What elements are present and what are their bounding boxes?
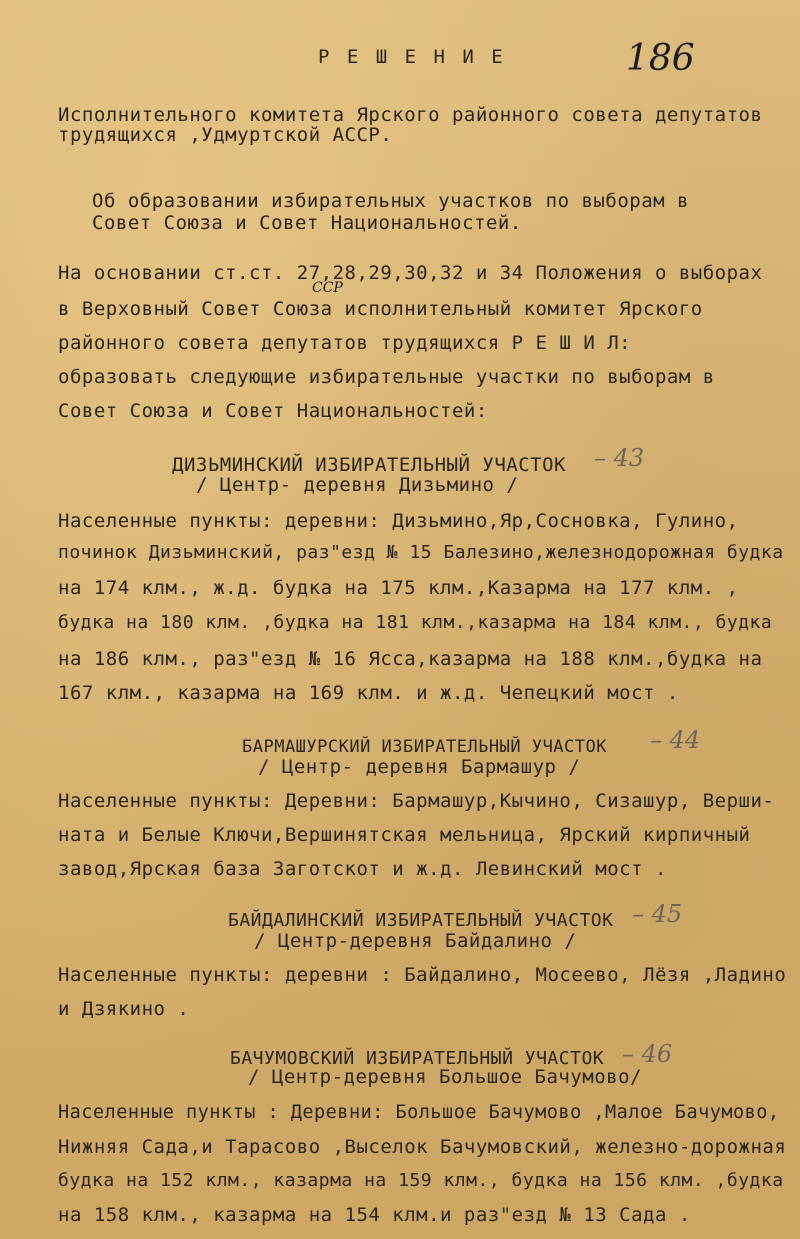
decision-line: образовать следующие избирательные участки по выборам в bbox=[58, 366, 715, 388]
section-body-line: на 186 клм., раз"езд № 16 Ясса,казарма на 188 клм.,будка на bbox=[58, 648, 763, 670]
section-body-line: на 158 клм., казарма на 154 клм.и раз"езд № 13 Сада . bbox=[58, 1204, 691, 1226]
document-title: Р Е Ш Е Н И Е bbox=[318, 46, 506, 68]
section-heading: БАЧУМОВСКИЙ ИЗБИРАТЕЛЬНЫЙ УЧАСТОК bbox=[230, 1048, 605, 1069]
section-body-line: Населенные пункты: деревни: Дизьмино,Яр,Сосновка, Гулино, bbox=[58, 510, 739, 532]
section-body-line: на 174 клм., ж.д. будка на 175 клм.,Казарма на 177 клм. , bbox=[58, 577, 739, 599]
section-body-line: будка на 180 клм. ,будка на 181 клм.,казарма на 184 клм., будка bbox=[58, 612, 773, 633]
subtitle-line: Исполнительного комитета Ярского районного совета депутатов bbox=[58, 104, 763, 126]
section-body-line: Населенные пункты : Деревни: Большое Бачумово ,Малое Бачумово, bbox=[58, 1102, 780, 1123]
section-center: / Центр-деревня Байдалино / bbox=[254, 930, 577, 952]
page-number: 186 bbox=[626, 38, 695, 79]
section-heading: ДИЗЬМИНСКИЙ ИЗБИРАТЕЛЬНЫЙ УЧАСТОК bbox=[172, 454, 566, 476]
decision-line: районного совета депутатов трудящихся Р Е Ш И Л: bbox=[58, 332, 632, 354]
section-number-note: – 43 bbox=[594, 444, 645, 472]
section-heading: БАРМАШУРСКИЙ ИЗБИРАТЕЛЬНЫЙ УЧАСТОК bbox=[242, 737, 607, 757]
section-center: / Центр-деревня Большое Бачумово/ bbox=[248, 1066, 642, 1088]
section-body-line: починок Дизьминский, раз"езд № 15 Балезино,железнодорожная будка bbox=[58, 542, 784, 563]
section-number-note: – 46 bbox=[622, 1040, 673, 1068]
section-body-line: и Дзякино . bbox=[58, 998, 190, 1020]
subject-line: Совет Союза и Совет Национальностей. bbox=[92, 212, 522, 234]
section-number-note: – 45 bbox=[632, 900, 683, 928]
decision-line: Совет Союза и Совет Национальностей: bbox=[58, 400, 488, 422]
subtitle-line: трудящихся ,Удмуртской АССР. bbox=[58, 124, 393, 146]
section-body-line: ната и Белые Ключи,Вершинятская мельница, Ярский кирпичный bbox=[58, 824, 751, 846]
section-heading: БАЙДАЛИНСКИЙ ИЗБИРАТЕЛЬНЫЙ УЧАСТОК bbox=[228, 910, 614, 931]
section-body-line: 167 клм., казарма на 169 клм. и ж.д. Чепецкий мост . bbox=[58, 682, 679, 704]
section-body-line: будка на 152 клм., казарма на 159 клм., будка на 156 клм. ,будка bbox=[58, 1170, 784, 1191]
section-body-line: завод,Ярская база Заготскот и ж.д. Левинский мост . bbox=[58, 858, 667, 880]
section-body-line: Населенные пункты: деревни : Байдалино, Мосеево, Лёзя ,Ладино bbox=[58, 964, 787, 986]
decision-line: в Верховный Совет Союза исполнительный комитет Ярского bbox=[58, 298, 703, 320]
section-body-line: Населенные пункты: Деревни: Бармашур,Кычино, Сизашур, Верши- bbox=[58, 790, 775, 812]
section-center: / Центр- деревня Дизьмино / bbox=[196, 474, 519, 496]
subject-line: Об образовании избирательных участков по выборам в bbox=[92, 190, 689, 212]
section-number-note: – 44 bbox=[650, 726, 701, 754]
section-body-line: Нижняя Сада,и Тарасово ,Выселок Бачумовский, железно-дорожная bbox=[58, 1136, 787, 1158]
decision-line: На основании ст.ст. 27,28,29,30,32 и 34 Положения о выборах bbox=[58, 262, 763, 284]
section-center: / Центр- деревня Бармашур / bbox=[258, 756, 581, 778]
handwritten-insert: ССР bbox=[312, 280, 343, 296]
